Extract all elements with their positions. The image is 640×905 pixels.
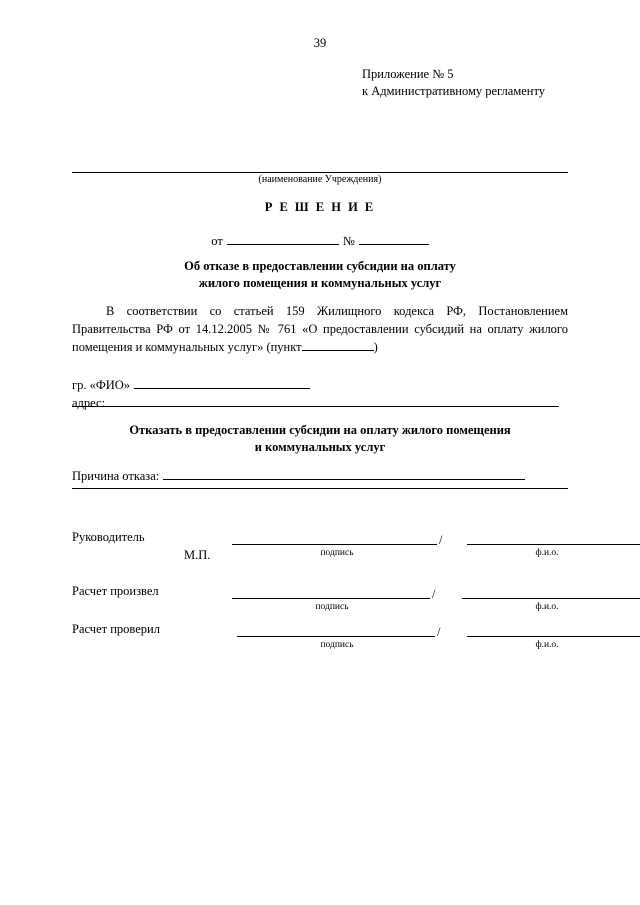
signature-label-checked: Расчет проверил xyxy=(72,622,160,636)
refusal-statement-line-2: и коммунальных услуг xyxy=(254,440,386,454)
organization-name-caption: (наименование Учреждения) xyxy=(258,174,382,185)
stamp-label: М.П. xyxy=(184,548,211,562)
signature-line-checked-right[interactable] xyxy=(467,636,640,637)
signature-row-head xyxy=(72,530,568,566)
signature-caption-calculated-left: подпись xyxy=(315,602,349,612)
applicant-address-row xyxy=(72,393,568,411)
signature-label-head: Руководитель xyxy=(72,530,145,544)
signature-line-checked-left[interactable] xyxy=(237,636,435,637)
appendix-line-1: Приложение № 5 xyxy=(362,67,454,81)
decision-subject-line-1: Об отказе в предоставлении субсидии на оплату xyxy=(184,259,456,273)
refusal-reason-row xyxy=(72,466,568,484)
legal-basis-text-end: ) xyxy=(373,340,378,354)
signature-caption-head-left: подпись xyxy=(320,548,354,558)
refusal-reason-blank-2[interactable] xyxy=(72,488,568,489)
signature-slash-head: / xyxy=(439,533,443,547)
legal-basis-paragraph xyxy=(72,302,568,356)
applicant-address-blank[interactable] xyxy=(109,393,559,407)
legal-basis-text: В соответствии со статьей 159 Жилищного кодекса РФ, Постановлением Правительства РФ от 14.12.2005 № 761 «О предоставлении субсидий на оплату жилого помещения и коммунальных услуг» (пункт xyxy=(72,304,568,354)
signature-line-head-right[interactable] xyxy=(467,544,640,545)
decision-title: Р Е Ш Е Н И Е xyxy=(264,200,376,214)
date-blank[interactable] xyxy=(227,231,339,245)
refusal-statement xyxy=(72,422,568,456)
refusal-reason-blank-1[interactable] xyxy=(163,466,525,480)
refusal-reason-label: Причина отказа: xyxy=(72,469,160,483)
signature-caption-checked-left: подпись xyxy=(320,640,354,650)
number-blank[interactable] xyxy=(359,231,429,245)
signature-row-calculated xyxy=(72,566,568,612)
decision-subject xyxy=(72,258,568,292)
number-label: № xyxy=(342,234,355,248)
signature-row-checked xyxy=(72,596,568,650)
signature-caption-checked-right: ф.и.о. xyxy=(535,640,559,650)
organization-name-rule xyxy=(72,172,568,173)
signature-label-calculated: Расчет произвел xyxy=(72,584,159,598)
date-label: от xyxy=(211,234,223,248)
signature-caption-calculated-right: ф.и.о. xyxy=(535,602,559,612)
clause-blank[interactable] xyxy=(302,338,374,351)
signature-slash-calculated: / xyxy=(432,587,436,601)
applicant-address-label: адрес: xyxy=(72,396,106,410)
date-and-number-line xyxy=(72,231,568,249)
refusal-statement-line-1: Отказать в предоставлении субсидии на оплату жилого помещения xyxy=(129,423,511,437)
signature-block xyxy=(72,530,568,650)
signature-line-head-left[interactable] xyxy=(232,544,437,545)
applicant-fio-label: гр. «ФИО» xyxy=(72,378,131,392)
signature-slash-checked: / xyxy=(437,625,441,639)
signature-caption-head-right: ф.и.о. xyxy=(535,548,559,558)
appendix-reference xyxy=(362,66,545,100)
appendix-line-2: к Административному регламенту xyxy=(362,84,546,98)
decision-subject-line-2: жилого помещения и коммунальных услуг xyxy=(198,276,442,290)
applicant-fio-blank-1[interactable] xyxy=(134,375,310,389)
page-number: 39 xyxy=(313,36,327,50)
